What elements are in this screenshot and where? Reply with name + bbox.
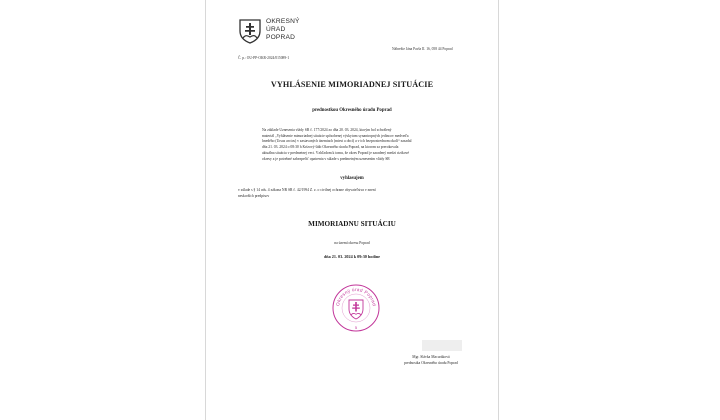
slovak-emblem-icon	[238, 18, 262, 44]
body-paragraph-line: hnedého (Ursus arctos) v zastavaných územiach (miest a obcí) a v ich bezprostrednom okolí“ zasadal	[262, 139, 412, 144]
office-name-line-1: OKRESNÝ	[266, 18, 300, 25]
document-subtitle: prednostkou Okresného úradu Poprad	[312, 108, 392, 113]
reference-number: Č. p.: OU-PP-OKR-2024/015089-1	[238, 56, 290, 60]
body-paragraph-line: materiál „Vyhlásenie mimoriadnej situácie spôsobenej výskytom synantropných jedincov medveďa	[262, 133, 409, 138]
legal-basis-line: neskorších predpisov	[238, 193, 270, 198]
declaration-word: vyhlasujem	[340, 176, 364, 181]
redacted-signature	[422, 340, 462, 351]
signatory-title: prednostka Okresného úradu Poprad	[404, 360, 458, 365]
page-right-edge	[498, 0, 499, 420]
body-paragraph-line: dňa 21. 03. 2024 o 08:30 h Krízový štáb Okresného úradu Poprad, na ktorom sa prerokovala	[262, 145, 399, 150]
body-paragraph-line: Na základe Uznesenia vlády SR č. 177/2024 zo dňa 20. 03. 2024, ktorým bol schválený	[262, 128, 392, 132]
signatory-name: Mgr. Slávka Macuráková	[412, 355, 450, 359]
official-stamp	[331, 282, 381, 334]
declared-situation: MIMORIADNU SITUÁCIU	[308, 220, 396, 228]
body-paragraph	[262, 128, 462, 162]
office-address: Nábrežie Jána Pavla II. 16, 058 44 Poprad	[392, 47, 453, 51]
legal-basis-line: v súlade s § 14 ods. 4 zákona NR SR č. 42/1994 Z. z. o civilnej ochrane obyvateľstva v znení	[238, 188, 376, 192]
body-paragraph-line: okresy a je potrebné zabezpečiť opatrenia v súlade s predmetným uznesením vlády SR	[262, 156, 390, 161]
signature-block	[366, 355, 496, 366]
effective-datetime: dňa 21. 03. 2024 k 09:30 hodine	[323, 254, 381, 259]
svg-text:5: 5	[354, 325, 358, 330]
stamp-text: Okresný úrad Poprad	[335, 286, 377, 307]
legal-basis-paragraph	[238, 188, 468, 199]
office-name-line-3: POPRAD	[266, 34, 296, 41]
territory-text: na území okresu Poprad	[334, 241, 370, 245]
document-title: VYHLÁSENIE MIMORIADNEJ SITUÁCIE	[270, 80, 434, 89]
body-paragraph-line: aktuálna situácia v predmetnej veci. Vzhľadom k tomu, že okres Poprad je zaradený medzi rizikové	[262, 150, 410, 155]
office-name	[266, 18, 300, 42]
office-name-line-2: ÚRAD	[266, 26, 286, 33]
